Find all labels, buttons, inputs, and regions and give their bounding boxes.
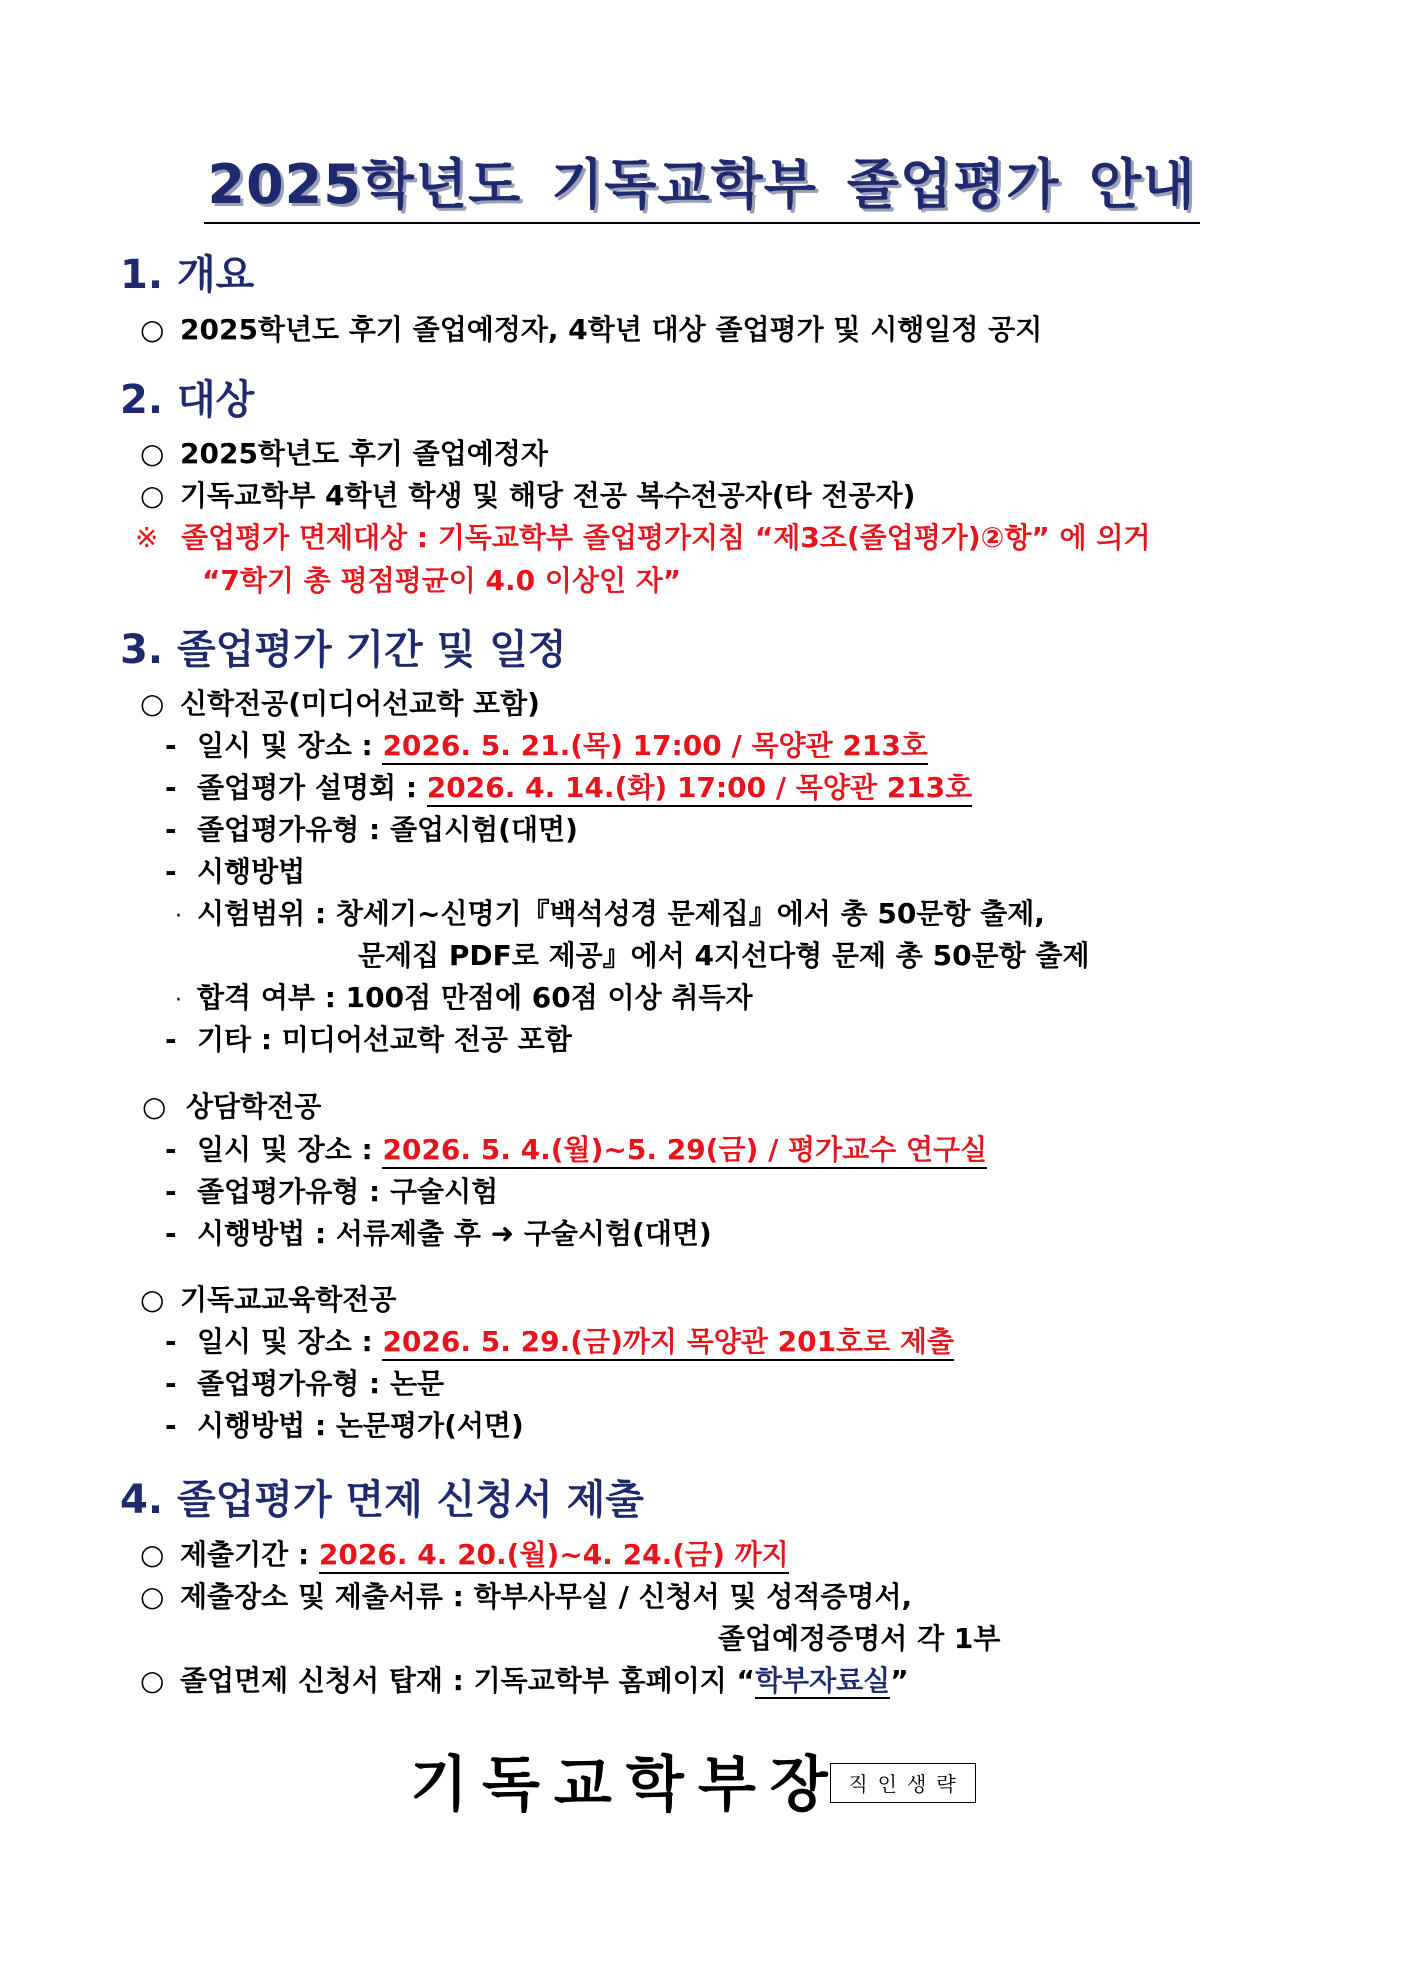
method-text: 시행방법 : 논문평가(서면) [197,1409,524,1442]
theology-etc [165,1020,572,1060]
overview-text: 2025학년도 후기 졸업예정자, 4학년 대상 졸업평가 및 시행일정 공지 [180,313,1043,346]
middle-dot-icon: · [175,904,182,929]
date-value: 2026. 5. 4.(월)~5. 29(금) / 평가교수 연구실 [382,1133,987,1169]
section-number: 2. [120,377,164,423]
theology-briefing [165,768,972,808]
date-value: 2026. 5. 29.(금)까지 목양관 201호로 제출 [382,1325,954,1361]
major-title-text: 신학전공(미디어선교학 포함) [180,687,540,720]
section-number: 3. [120,627,164,673]
counseling-major-title [142,1087,321,1127]
counseling-date [165,1130,987,1170]
range-line-1: 시험범위 : 창세기~신명기『백석성경 문제집』에서 총 50문항 출제, [197,897,1045,930]
department-resources-link[interactable]: 학부자료실 [754,1664,891,1697]
date-label: 일시 및 장소 : [197,1133,373,1166]
theology-type [165,810,578,850]
major-title-text: 기독교교육학전공 [180,1283,397,1316]
exemption-note-line-1: 졸업평가 면제대상 : 기독교학부 졸업평가지침 “제3조(졸업평가)②항” 에 의거 [181,521,1151,554]
theology-range [175,894,1045,937]
type-text: 졸업평가유형 : 구술시험 [197,1175,499,1208]
bullet-circle-icon: ○ [140,313,165,346]
section-title: 대상 [177,377,255,423]
dash-icon: - [165,855,177,888]
middle-dot-icon: · [175,988,182,1013]
method-text: 시행방법 [197,855,306,888]
theology-method [165,852,305,892]
dash-icon: - [165,1325,177,1358]
section-title: 졸업평가 면제 신청서 제출 [177,1477,644,1523]
education-date [165,1322,954,1362]
target-item-1 [140,434,548,474]
posting-prefix: 졸업면제 신청서 탑재 : 기독교학부 홈페이지 “ [180,1664,755,1697]
education-method [165,1406,524,1446]
section-2-heading [120,375,254,425]
overview-item [140,310,1042,350]
seal-omitted-box: 직인생략 [830,1763,976,1803]
section-title: 개요 [177,252,255,298]
theology-major-title [140,684,540,724]
education-major-title [140,1280,396,1320]
exemption-note [135,518,1150,558]
counseling-method [165,1214,712,1254]
method-text: 시행방법 : 서류제출 후 ➜ 구술시험(대면) [197,1217,712,1250]
reference-mark-icon: ※ [135,521,159,554]
dash-icon: - [165,1367,177,1400]
dash-icon: - [165,1133,177,1166]
dash-icon: - [165,729,177,762]
exemption-note-line-2: “7학기 총 평점평균이 4.0 이상인 자” [202,564,682,597]
bullet-circle-icon: ○ [140,437,165,470]
etc-text: 기타 : 미디어선교학 전공 포함 [197,1023,572,1056]
dash-icon: - [165,1217,177,1250]
submission-period [140,1535,789,1575]
dash-icon: - [165,1409,177,1442]
signature: 기독교학부장 [410,1750,842,1820]
theology-date [165,726,928,766]
date-label: 일시 및 장소 : [197,1325,373,1358]
briefing-value: 2026. 4. 14.(화) 17:00 / 목양관 213호 [427,771,972,807]
period-value: 2026. 4. 20.(월)~4. 24.(금) 까지 [319,1538,789,1574]
bullet-circle-icon: ○ [140,1538,165,1571]
pass-text: 합격 여부 : 100점 만점에 60점 이상 취득자 [197,981,753,1014]
bullet-circle-icon: ○ [140,1283,165,1316]
submission-place-line-2: 졸업예정증명서 각 1부 [718,1622,1001,1655]
dash-icon: - [165,813,177,846]
form-posting [140,1661,909,1701]
title-wrap [0,150,1403,224]
theology-pass [175,978,753,1021]
section-3-heading [120,625,567,675]
date-value: 2026. 5. 21.(목) 17:00 / 목양관 213호 [382,729,927,765]
dash-icon: - [165,771,177,804]
target-item-2 [140,476,915,516]
submission-place [140,1577,912,1617]
bullet-circle-icon: ○ [140,479,165,512]
target-text: 기독교학부 4학년 학생 및 해당 전공 복수전공자(타 전공자) [180,479,916,512]
bullet-circle-icon: ○ [140,1664,165,1697]
page-title: 2025학년도 기독교학부 졸업평가 안내 [204,150,1200,224]
section-title: 졸업평가 기간 및 일정 [177,627,567,673]
dash-icon: - [165,1175,177,1208]
bullet-circle-icon: ○ [140,1580,165,1613]
date-label: 일시 및 장소 : [197,729,373,762]
theology-range-line-2: 문제집 PDF로 제공』에서 4지선다형 문제 총 50문항 출제 [358,939,1090,972]
bullet-circle-icon: ○ [140,687,165,720]
target-text: 2025학년도 후기 졸업예정자 [180,437,548,470]
section-1-heading [120,250,254,300]
place-line-1: 제출장소 및 제출서류 : 학부사무실 / 신청서 및 성적증명서, [180,1580,913,1613]
section-4-heading [120,1475,644,1525]
counseling-type [165,1172,498,1212]
posting-suffix: ” [890,1664,909,1697]
briefing-label: 졸업평가 설명회 : [197,771,418,804]
bullet-circle-icon: ○ [142,1090,167,1123]
period-label: 제출기간 : [180,1538,310,1571]
section-number: 4. [120,1477,164,1523]
dash-icon: - [165,1023,177,1056]
type-text: 졸업평가유형 : 논문 [197,1367,445,1400]
major-title-text: 상담학전공 [186,1090,322,1123]
education-type [165,1364,444,1404]
section-number: 1. [120,252,164,298]
type-text: 졸업평가유형 : 졸업시험(대면) [197,813,578,846]
